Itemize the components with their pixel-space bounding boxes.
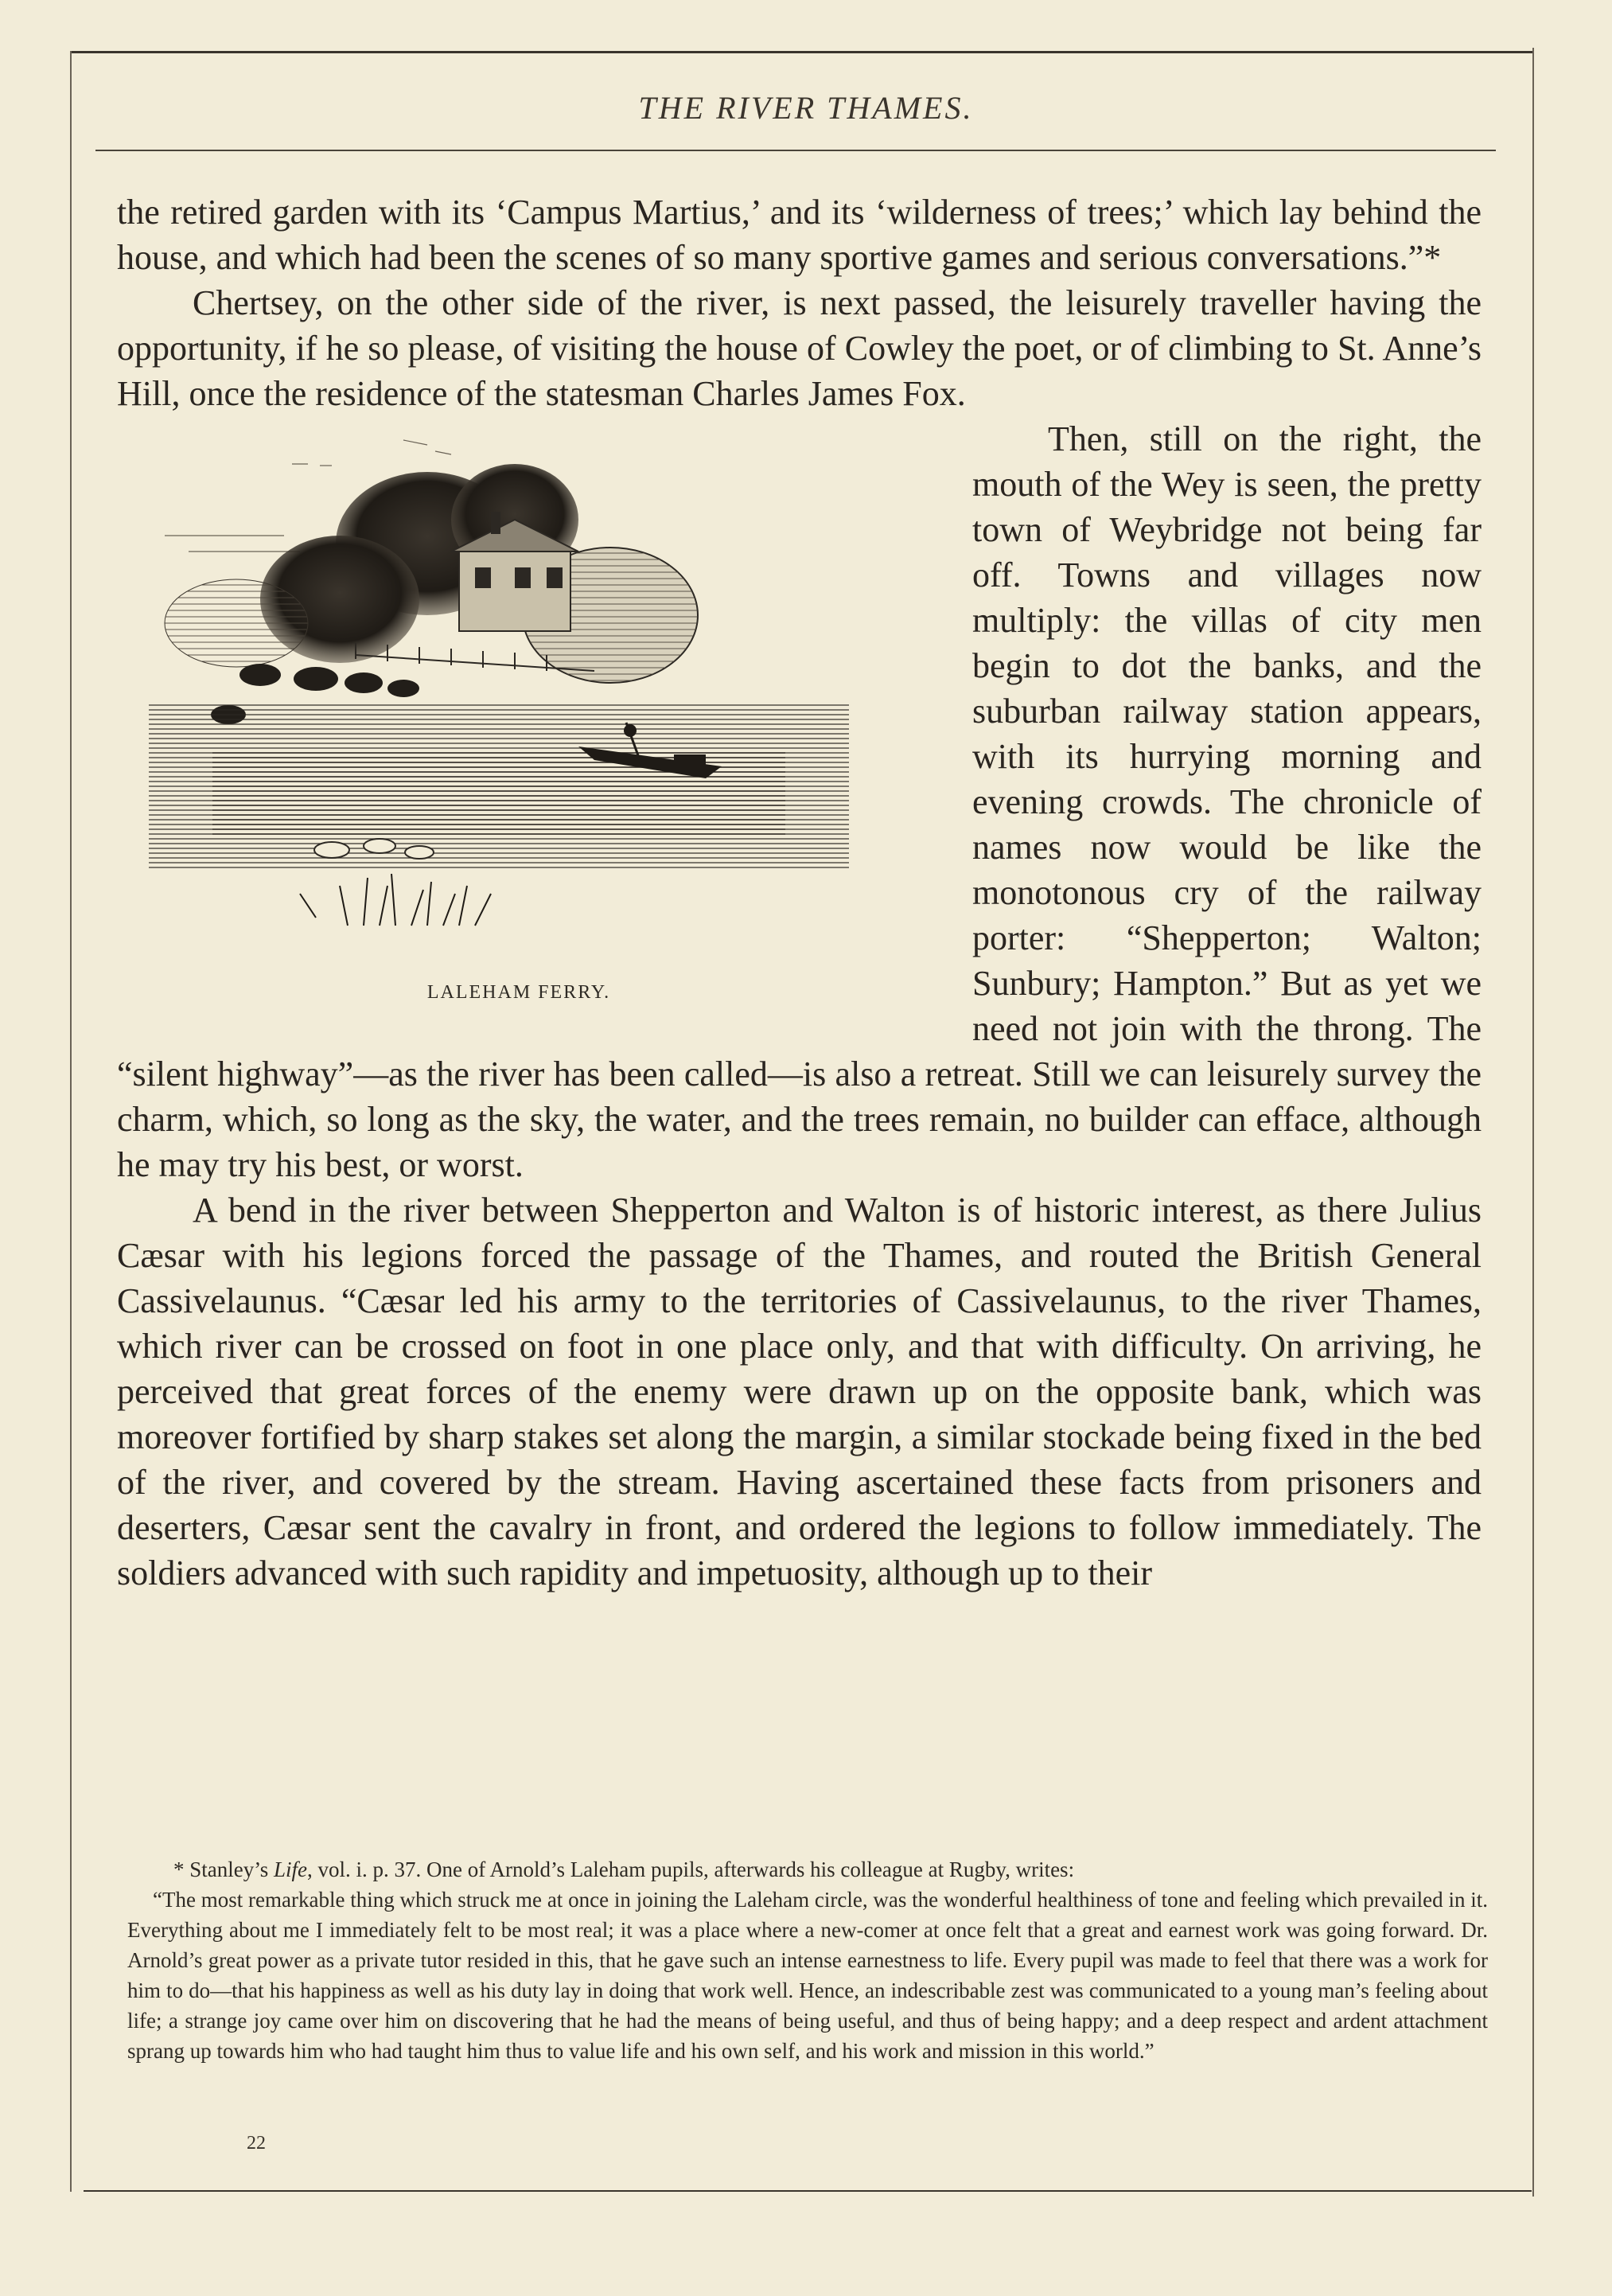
bottom-border-rule [84,2190,1532,2192]
body-text [117,189,1482,1596]
running-head: THE RIVER THAMES. [638,90,974,126]
laleham-ferry-engraving [117,416,921,965]
page-number: 22 [247,2133,266,2154]
paragraph-2-text: Chertsey, on the other side of the river, is next passed, the leisurely traveller having the opportunity, if he so please, of visiting the house of Cowley the poet, or of climbing to St. Anne’s Hill, once the residence of the statesman Charles James Fox. [117,283,1482,413]
footnote [127,1854,1488,2066]
paragraph-4: A bend in the river between Shepperton and Walton is of historic interest, as there Julius Cæsar with his legions forced the passage of the Thames, and routed the British General Cassivelaunus. “Cæsar led his army to the territories of Cassivelaunus, to the river Thames, which river can be crossed on foot in one place only, and that with difficulty. On arriving, he perceived that great forces of the enemy were drawn up on the opposite bank, which was moreover fortified by sharp stakes set along the margin, a similar stockade being fixed in the bed of the river, and covered by the stream. Having ascertained these facts from prisoners and deserters, Cæsar sent the cavalry in front, and ordered the legions to follow immediately. The soldiers advanced with such rapidity and impetuosity, although up to their [117,1191,1482,1592]
water [149,703,849,870]
figure [117,416,972,1011]
top-border-rule [70,51,1534,53]
paragraph-2 [117,280,1482,416]
header-rule [95,150,1496,151]
footnote-citation: * Stanley’s Life, vol. i. p. 37. One of Arnold’s Laleham pupils, afterwards his colleague at Rugby, writes: [173,1857,1075,1881]
paragraph-1: the retired garden with its ‘Campus Martius,’ and its ‘wilderness of trees;’ which lay behind the house, and which had been the scenes of so many sportive games and serious conversations.”* [117,193,1482,277]
paragraph-3: Then, still on the right, the mouth of the Wey is seen, the pretty town of Weybridge not being far off. Towns and villages now multiply: the villas of city men begin to dot the banks, and the suburban railway station appears, with its hurrying morning and evening crowds. The chronicle of names now would be like the monotonous cry of the railway porter: “Shepperton; Walton; Sunbury; Hampton.” But as yet we need not join with the throng. The “silent highway”—as the river has been called—is also a retreat. Still we can leisurely survey the charm, which, so long as the sky, the water, and the trees remain, no builder can efface, although he may try his best, or worst. [117,419,1482,1184]
right-border-rule [1532,48,1534,2197]
left-border-rule [70,51,72,2192]
reeds [300,874,491,926]
footnote-quote: “The most remarkable thing which struck me at once in joining the Laleham circle, was the wonderful healthiness of tone and feeling which prevailed in it. Everything about me I immediately felt to be most real; it was a place where a new-comer at once felt that a great and earnest work was going forward. Dr. Arnold’s great power as a private tutor resided in this, that he gave such an intense earnestness to life. Every pupil was made to feel that there was a work for him to do—that his happiness as well as his duty lay in doing that work well. Hence, an indescribable zest was communicated to a young man’s feeling about life; a strange joy came over him on discovering that he had the means of being useful, and thus of being happy; and a deep respect and ardent attachment sprang up towards him who had taught him thus to value life and his own self, and his work and mission in this world.” [127,1888,1488,2063]
trees [165,464,698,683]
figure-caption: LALEHAM FERRY. [426,982,611,1003]
